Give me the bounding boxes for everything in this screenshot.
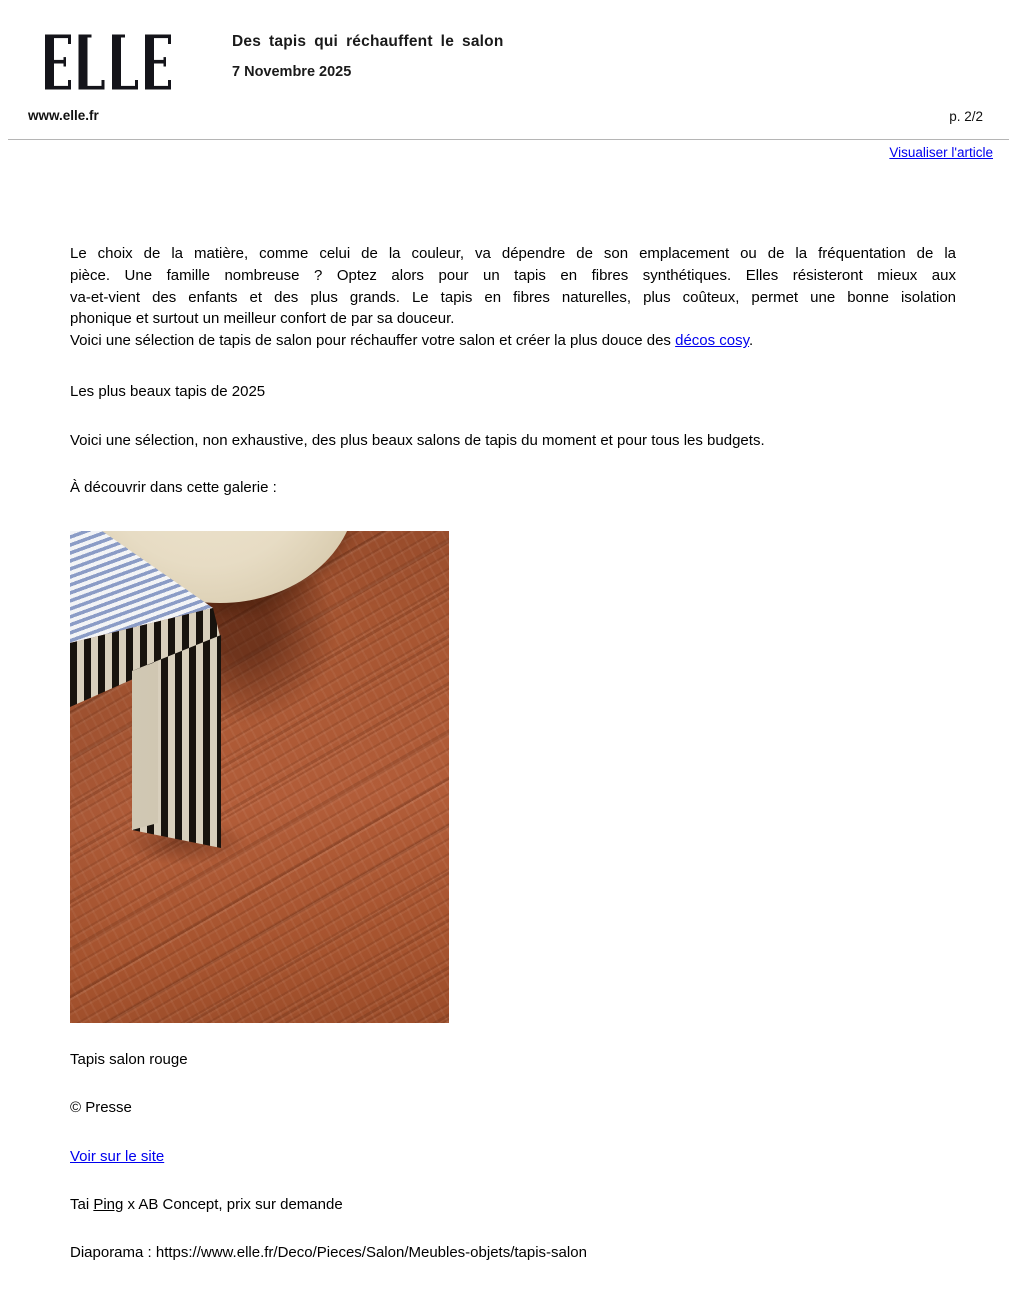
product-line [70,1195,343,1215]
diaporama-url: Diaporama : https://www.elle.fr/Deco/Pieces/Salon/Meubles-objets/tapis-salon [70,1244,587,1261]
header-divider [8,139,1009,140]
elle-logo [45,34,171,90]
visualize-article-link[interactable]: Visualiser l'article [889,145,993,160]
product-prefix: Tai [70,1196,94,1213]
section-subtitle: Les plus beaux tapis de 2025 [70,383,266,400]
photo-caption: Tapis salon rouge [70,1051,188,1068]
gallery-lead: À découvrir dans cette galerie : [70,479,277,496]
product-suffix: x AB Concept, prix sur demande [123,1196,343,1213]
article-photo [70,531,449,1023]
paragraph-line: va-et-vient des enfants et des plus grands. Le tapis en fibres naturelles, plus coûteux, permet une bonne isolation [70,288,956,306]
page-number: p. 2/2 [949,109,983,124]
selection-text: Voici une sélection de tapis de salon pour réchauffer votre salon et créer la plus douce des [70,332,676,350]
product-brand: Ping [93,1196,124,1213]
intro-paragraph [70,243,956,352]
article-title: Des tapis qui réchauffent le salon [232,33,504,50]
article-date: 7 Novembre 2025 [232,64,352,80]
paragraph-line: phonique et surtout un meilleur confort de par sa douceur. [70,310,455,328]
see-on-site-link[interactable]: Voir sur le site [70,1148,165,1165]
selection-period: . [749,332,754,350]
paragraph-line: pièce. Une famille nombreuse ? Optez alors pour un tapis en fibres synthétiques. Elles résisteront mieux aux [70,266,956,284]
see-on-site-row [70,1147,164,1167]
source-site: www.elle.fr [28,108,99,123]
selection-intro: Voici une sélection, non exhaustive, des plus beaux salons de tapis du moment et pour tous les budgets. [70,432,765,449]
photo-credit: © Presse [70,1099,132,1116]
paragraph-line: Le choix de la matière, comme celui de la couleur, va dépendre de son emplacement ou de la fréquentation de la [70,245,956,262]
decos-cosy-link[interactable]: décos cosy [675,332,750,350]
paragraph-line-with-link [70,330,956,352]
